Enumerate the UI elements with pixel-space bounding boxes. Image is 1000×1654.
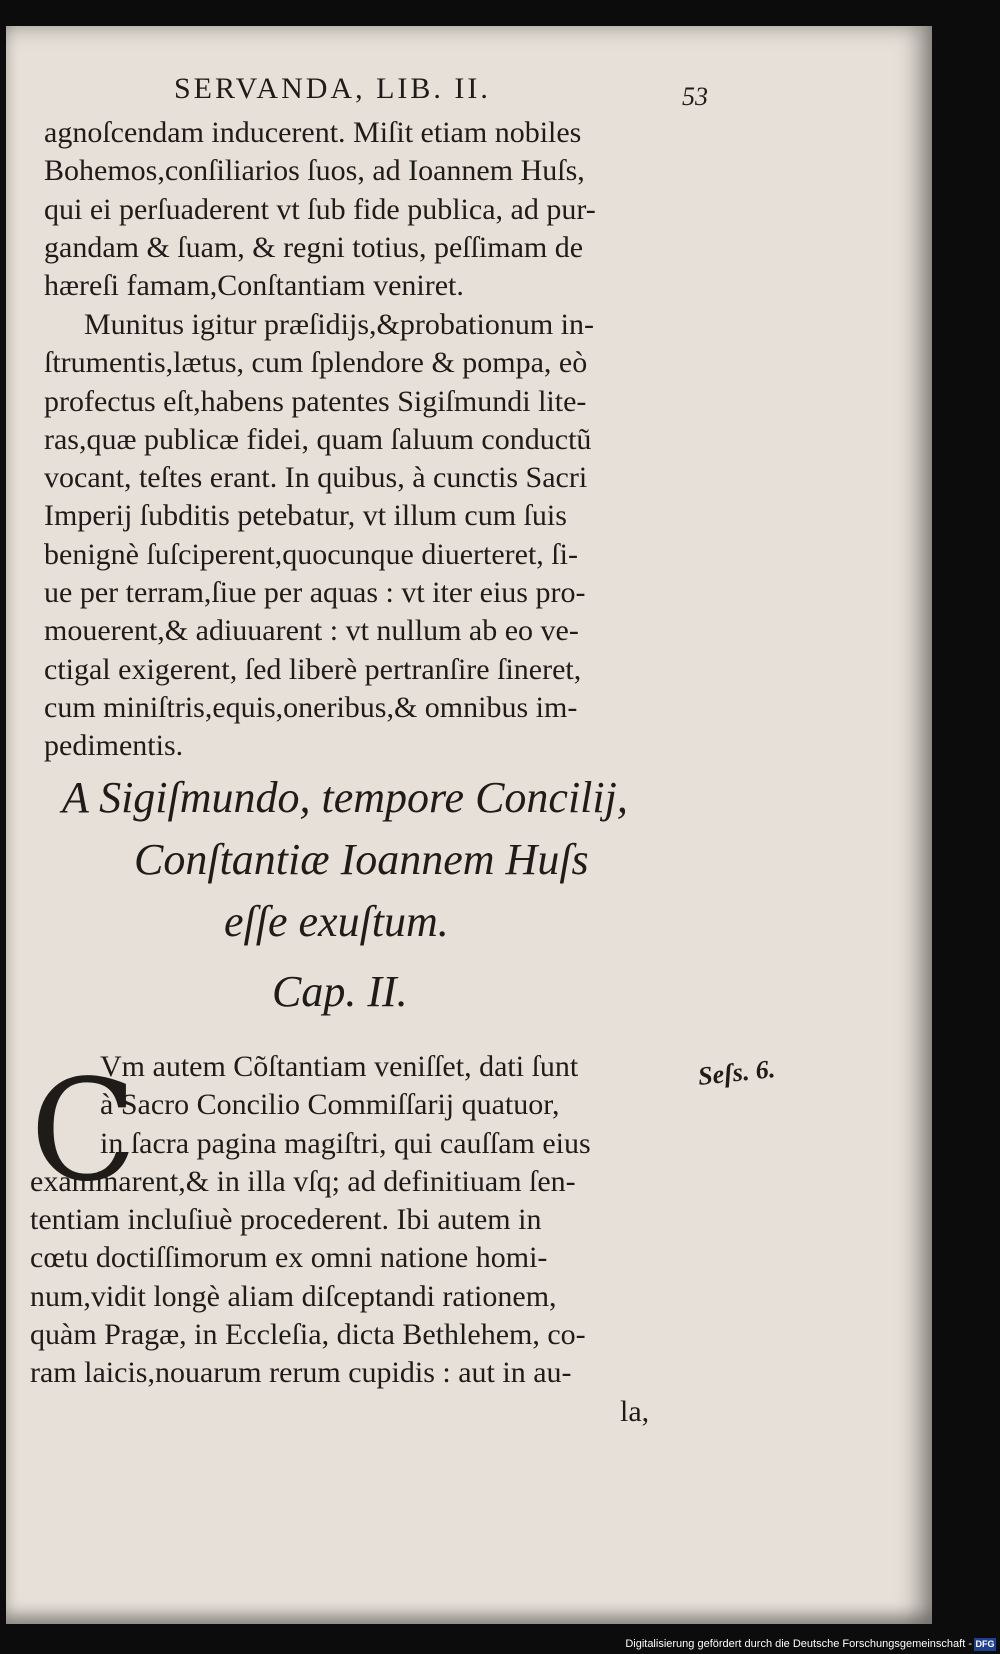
text-line: qui ei perſuaderent vt ſub fide publica, ad pur- [44,192,596,226]
text-line: ram laicis,nouarum rerum cupidis : aut in au- [30,1356,572,1390]
text-line: Imperij ſubditis petebatur, vt illum cum ſuis [44,499,567,533]
text-line: num,vidit longè aliam diſceptandi rationem, [30,1279,557,1313]
text-line: ctigal exigerent, ſed liberè pertranſire ſineret, [44,652,582,686]
text-line: à Sacro Concilio Commiſſarij quatuor, [100,1088,560,1122]
text-line: Munitus igitur præſidijs,&probationum in- [84,308,594,341]
text-line: mouerent,& adiuuarent : vt nullum ab eo ve- [44,614,579,648]
paragraph-3 [30,1048,710,1431]
paragraph-2 [44,306,704,766]
text-line: ue per terram,ſiue per aquas : vt iter eius pro- [44,576,586,610]
text-line: benignè ſuſciperent,quocunque diuerteret, ſi- [44,537,578,571]
section-heading-line-2: Conſtantiæ Ioannem Huſs [134,835,589,884]
book-page [6,26,932,1624]
text-line: Vm autem Cõſtantiam veniſſet, dati ſunt [100,1050,579,1083]
text-line: vocant, teſtes erant. In quibus, à cunctis Sacri [44,461,588,495]
text-line: la, [620,1394,650,1428]
section-heading-line-1: A Sigiſmundo, tempore Concilij, [62,773,628,822]
section-heading-line-3: eſſe exuſtum. [224,897,449,946]
dfg-logo: DFG [975,1639,995,1649]
text-line: cœtu doctiſſimorum ex omni natione homi- [30,1241,548,1275]
text-line: ſtrumentis,lætus, cum ſplendore & pompa, eò [44,346,588,380]
page-number: 53 [682,82,708,111]
text-line: hæreſi famam,Conſtantiam veniret. [44,269,464,303]
text-line: ras,quæ publicæ fidei, quam ſaluum conductũ [44,422,592,456]
text-line: agnoſcendam inducerent. Miſit etiam nobiles [44,116,582,149]
text-line: pedimentis. [44,729,184,763]
text-line: quàm Pragæ, in Eccleſia, dicta Bethlehem, co- [30,1318,586,1352]
running-head: SERVANDA, LIB. II. [174,72,491,105]
drop-cap: C [30,1050,138,1213]
text-line: cum miniſtris,equis,oneribus,& omnibus im- [44,690,578,724]
text-line: Bohemos,conſiliarios ſuos, ad Ioannem Huſs, [44,154,585,188]
text-line: in ſacra pagina magiſtri, qui cauſſam eius [100,1126,591,1160]
margin-note: Seſs. 6. [696,1054,777,1091]
text-line: tentiam incluſiuè procederent. Ibi autem in [30,1203,542,1237]
funding-credit: Digitalisierung gefördert durch die Deutsche Forschungsgemeinschaft - [625,1638,972,1650]
paragraph-1 [44,114,704,305]
text-line: gandam & ſuam, & regni totius, peſſimam de [44,230,584,264]
text-line: profectus eſt,habens patentes Sigiſmundi lite- [44,384,587,418]
chapter-heading: Cap. II. [272,967,408,1016]
text-line: examinarent,& in illa vſq; ad definitiuam ſen- [30,1164,576,1198]
